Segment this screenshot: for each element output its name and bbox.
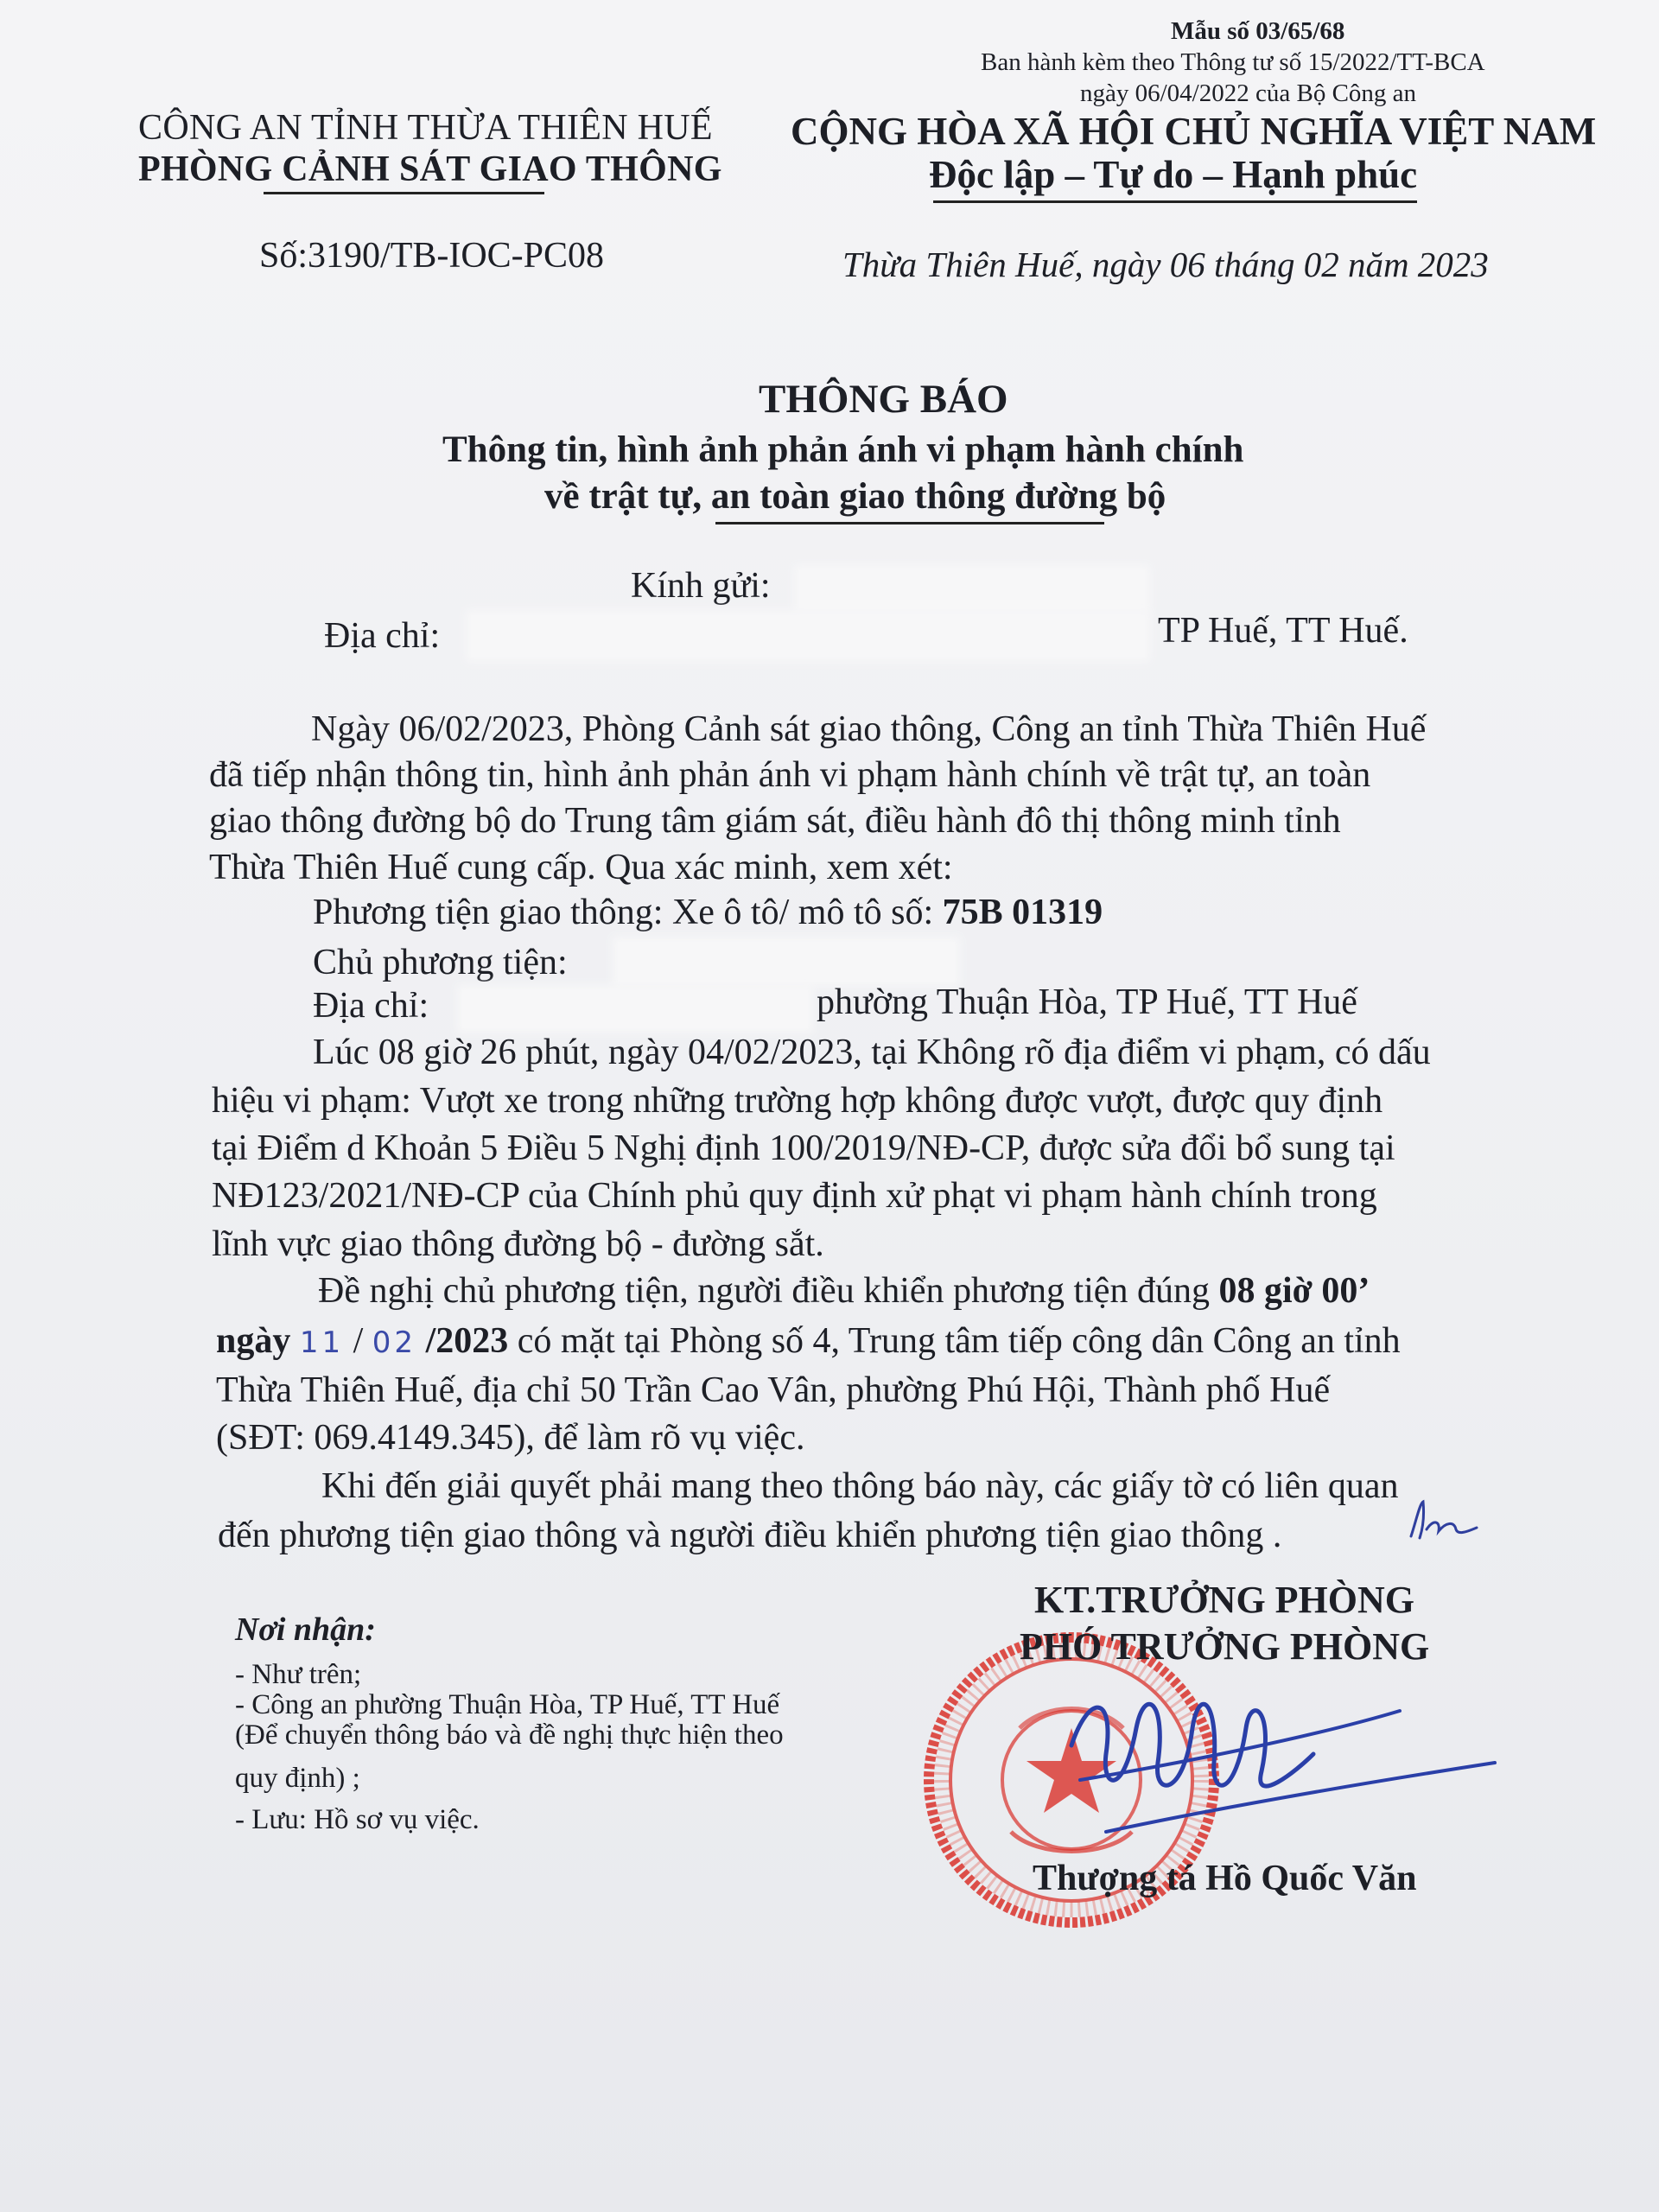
owner-address-tail: phường Thuận Hòa, TP Huế, TT Huế — [817, 982, 1357, 1022]
form-issued-with: Ban hành kèm theo Thông tư số 15/2022/TT-BCA — [981, 48, 1485, 76]
national-motto: Độc lập – Tự do – Hạnh phúc — [929, 153, 1418, 196]
document-title: THÔNG BÁO — [759, 377, 1008, 422]
recipient-label: Kính gửi: — [631, 566, 771, 606]
redacted-recipient-name — [799, 570, 1145, 608]
motto-underline — [933, 200, 1417, 203]
recipients-item-5: - Lưu: Hồ sơ vụ việc. — [235, 1804, 480, 1835]
appointment-day-label: ngày — [216, 1321, 300, 1361]
redacted-owner-address — [462, 990, 808, 1028]
body-p1-line4: Thừa Thiên Huế cung cấp. Qua xác minh, xem xét: — [209, 848, 953, 887]
national-title: CỘNG HÒA XÃ HỘI CHỦ NGHĨA VIỆT NAM — [791, 110, 1597, 153]
body-p2-line3: tại Điểm d Khoản 5 Điều 5 Nghị định 100/2019/NĐ-CP, được sửa đổi bổ sung tại — [212, 1128, 1395, 1168]
department-name: PHÒNG CẢNH SÁT GIAO THÔNG — [138, 149, 722, 189]
redacted-owner-name — [618, 942, 955, 982]
body-p3-line1 — [318, 1270, 1370, 1312]
signature-title-line1: KT.TRƯỞNG PHÒNG — [1034, 1579, 1414, 1621]
document-subtitle-line2: về trật tự, an toàn giao thông đường bộ — [544, 476, 1166, 517]
body-p2-line2: hiệu vi phạm: Vượt xe trong những trường hợp không được vượt, được quy định — [212, 1081, 1383, 1121]
body-p3-line1-text: Đề nghị chủ phương tiện, người điều khiển phương tiện đúng — [318, 1271, 1219, 1311]
document-number: Số:3190/TB-IOC-PC08 — [259, 236, 605, 276]
redacted-recipient-address — [471, 615, 1145, 657]
body-p1-line3: giao thông đường bộ do Trung tâm giám sát, điều hành đô thị thông minh tỉnh — [209, 801, 1341, 841]
recipients-item-2: - Công an phường Thuận Hòa, TP Huế, TT Huế — [235, 1689, 780, 1720]
owner-label: Chủ phương tiện: — [313, 943, 568, 982]
signer-name: Thượng tá Hồ Quốc Văn — [1033, 1859, 1417, 1898]
vehicle-label: Phương tiện giao thông: Xe ô tô/ mô tô số: — [313, 893, 943, 932]
appointment-location: có mặt tại Phòng số 4, Trung tâm tiếp công dân Công an tỉnh — [508, 1321, 1401, 1361]
vehicle-plate: 75B 01319 — [942, 893, 1103, 932]
recipient-address-label: Địa chỉ: — [324, 616, 441, 656]
form-number: Mẫu số 03/65/68 — [1171, 17, 1345, 45]
appointment-year: /2023 — [416, 1321, 509, 1361]
date-separator: / — [344, 1321, 372, 1361]
handwritten-initial-icon — [1404, 1495, 1482, 1547]
body-p4-line2: đến phương tiện giao thông và người điều khiển phương tiện giao thông . — [218, 1516, 1282, 1555]
recipients-item-1: - Như trên; — [235, 1659, 362, 1690]
signature-title-line2: PHÓ TRƯỞNG PHÒNG — [1020, 1625, 1430, 1668]
owner-address-label: Địa chỉ: — [313, 986, 429, 1026]
body-p2-line5: lĩnh vực giao thông đường bộ - đường sắt. — [212, 1224, 824, 1264]
body-p3-line2 — [216, 1320, 1401, 1362]
body-p2-line1: Lúc 08 giờ 26 phút, ngày 04/02/2023, tại Không rõ địa điểm vi phạm, có dấu — [313, 1033, 1431, 1072]
body-p3-line4: (SĐT: 069.4149.345), để làm rõ vụ việc. — [216, 1418, 805, 1458]
document-subtitle-line1: Thông tin, hình ảnh phản ánh vi phạm hành chính — [442, 429, 1244, 470]
body-p1-line2: đã tiếp nhận thông tin, hình ảnh phản ánh vi phạm hành chính về trật tự, an toàn — [209, 755, 1371, 795]
appointment-time: 08 giờ 00’ — [1218, 1271, 1370, 1311]
form-issued-date: ngày 06/04/2022 của Bộ Công an — [1080, 79, 1417, 107]
vehicle-line — [313, 892, 1103, 933]
handwritten-month: 02 — [372, 1325, 417, 1360]
recipients-item-3: (Để chuyển thông báo và đề nghị thực hiện theo — [235, 1719, 784, 1751]
place-and-date: Thừa Thiên Huế, ngày 06 tháng 02 năm 2023 — [842, 245, 1489, 284]
agency-name: CÔNG AN TỈNH THỪA THIÊN HUẾ — [138, 108, 713, 148]
subtitle-underline — [715, 522, 1104, 524]
body-p3-line3: Thừa Thiên Huế, địa chỉ 50 Trần Cao Vân, phường Phú Hội, Thành phố Huế — [216, 1370, 1331, 1410]
recipients-item-4: quy định) ; — [235, 1763, 360, 1794]
body-p4-line1: Khi đến giải quyết phải mang theo thông báo này, các giấy tờ có liên quan — [321, 1466, 1399, 1506]
recipients-label: Nơi nhận: — [235, 1611, 376, 1648]
recipient-address-tail: TP Huế, TT Huế. — [1158, 611, 1408, 651]
department-underline — [264, 192, 544, 194]
body-p2-line4: NĐ123/2021/NĐ-CP của Chính phủ quy định xử phạt vi phạm hành chính trong — [212, 1176, 1377, 1216]
handwritten-day: 11 — [299, 1325, 345, 1360]
body-p1-line1: Ngày 06/02/2023, Phòng Cảnh sát giao thông, Công an tỉnh Thừa Thiên Huế — [311, 709, 1427, 749]
handwritten-signature-icon — [1054, 1676, 1503, 1849]
